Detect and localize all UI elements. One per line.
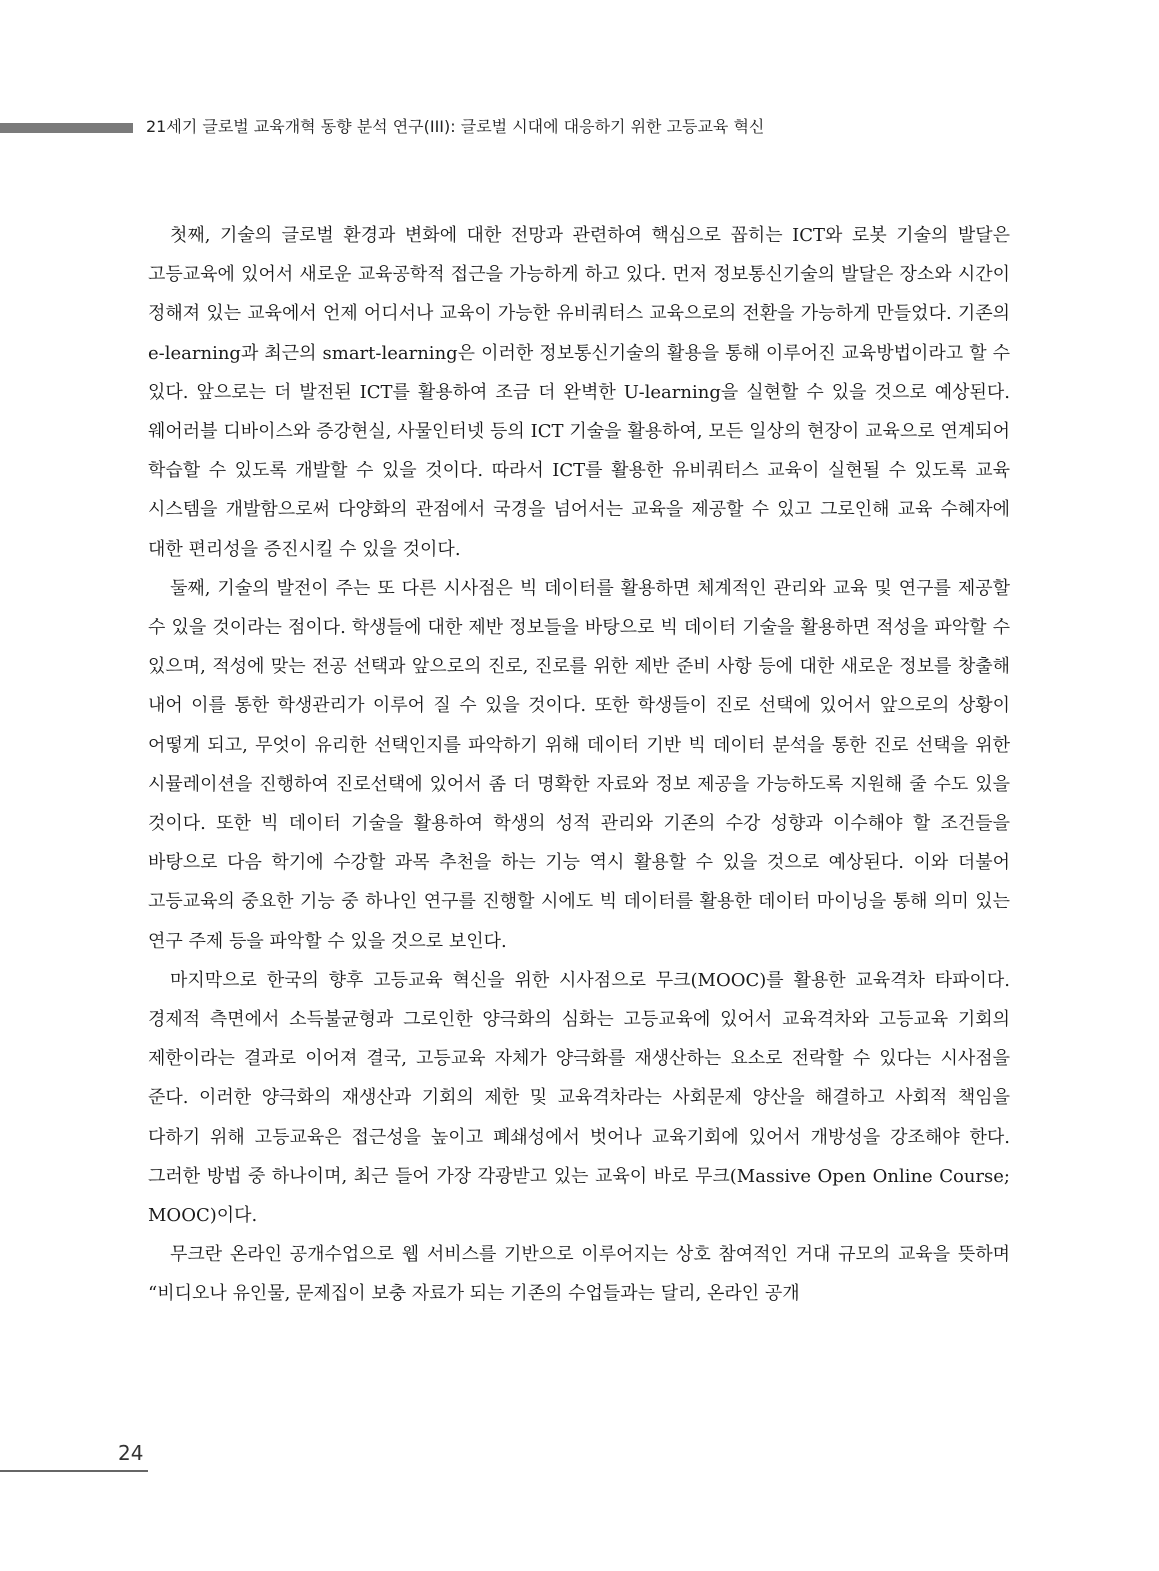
paragraph-mooc-definition: 무크란 온라인 공개수업으로 웹 서비스를 기반으로 이루어지는 상호 참여적인 거대 규모의 교육을 뜻하며 “비디오나 유인물, 문제집이 보충 자료가 되는 기존의 수업들과는 달리, 온라인 공개 [148,1244,1010,1305]
header-decoration-bar [0,123,133,133]
paragraph-mooc-gap: 마지막으로 한국의 향후 고등교육 혁신을 위한 시사점으로 무크(MOOC)를 활용한 교육격차 타파이다. 경제적 측면에서 소득불균형과 그로인한 양극화의 심화는 고등교육에 있어서 교육격차와 고등교육 기회의 제한이라는 결과로 이어져 결국, 고등교육 자체가 양극화를 재생산하는 요소로 전락할 수 있다는 시사점을 준다. 이러한 양극화의 재생산과 기회의 제한 및 교육격차라는 사회문제 양산을 해결하고 사회적 책임을 다하기 위해 고등교육은 접근성을 높이고 폐쇄성에서 벗어나 교육기회에 있어서 개방성을 강조해야 한다. 그러한 방법 중 하나이며, 최근 들어 가장 각광받고 있는 교육이 바로 무크(Massive Open Online Course; MOOC)이다. [148,969,1010,1227]
paragraph-big-data: 둘째, 기술의 발전이 주는 또 다른 시사점은 빅 데이터를 활용하면 체계적인 관리와 교육 및 연구를 제공할 수 있을 것이라는 점이다. 학생들에 대한 제반 정보들을 바탕으로 빅 데이터 기술을 활용하면 적성을 파악할 수 있으며, 적성에 맞는 전공 선택과 앞으로의 진로, 진로를 위한 제반 준비 사항 등에 대한 새로운 정보를 창출해 내어 이를 통한 학생관리가 이루어 질 수 있을 것이다. 또한 학생들이 진로 선택에 있어서 앞으로의 상황이 어떻게 되고, 무엇이 유리한 선택인지를 파악하기 위해 데이터 기반 빅 데이터 분석을 통한 진로 선택을 위한 시뮬레이션을 진행하여 진로선택에 있어서 좀 더 명확한 자료와 정보 제공을 가능하도록 지원해 줄 수도 있을 것이다. 또한 빅 데이터 기술을 활용하여 학생의 성적 관리와 기존의 수강 성향과 이수해야 할 조건들을 바탕으로 다음 학기에 수강할 과목 추천을 하는 기능 역시 활용할 수 있을 것으로 예상된다. 이와 더불어 고등교육의 중요한 기능 중 하나인 연구를 진행할 시에도 빅 데이터를 활용한 데이터 마이닝을 통해 의미 있는 연구 주제 등을 파악할 수 있을 것으로 보인다. [148,577,1010,952]
paragraph-technology-ict: 첫째, 기술의 글로벌 환경과 변화에 대한 전망과 관련하여 핵심으로 꼽히는 ICT와 로봇 기술의 발달은 고등교육에 있어서 새로운 교육공학적 접근을 가능하게 하고 있다. 먼저 정보통신기술의 발달은 장소와 시간이 정해져 있는 교육에서 언제 어디서나 교육이 가능한 유비쿼터스 교육으로의 전환을 가능하게 만들었다. 기존의 e-learning과 최근의 smart-learning은 이러한 정보통신기술의 활용을 통해 이루어진 교육방법이라고 할 수 있다. 앞으로는 더 발전된 ICT를 활용하여 조금 더 완벽한 U-learning을 실현할 수 있을 것으로 예상된다. 웨어러블 디바이스와 증강현실, 사물인터넷 등의 ICT 기술을 활용하여, 모든 일상의 현장이 교육으로 연계되어 학습할 수 있도록 개발할 수 있을 것이다. 따라서 ICT를 활용한 유비쿼터스 교육이 실현될 수 있도록 교육 시스템을 개발함으로써 다양화의 관점에서 국경을 넘어서는 교육을 제공할 수 있고 그로인해 교육 수혜자에 대한 편리성을 증진시킬 수 있을 것이다. [148,225,1010,560]
page-number: 24 [118,1441,144,1465]
footer-rule [0,1470,148,1472]
body-text [148,216,1010,1314]
running-header-title: 21세기 글로벌 교육개혁 동향 분석 연구(III): 글로벌 시대에 대응하기 위한 고등교육 혁신 [146,117,765,136]
